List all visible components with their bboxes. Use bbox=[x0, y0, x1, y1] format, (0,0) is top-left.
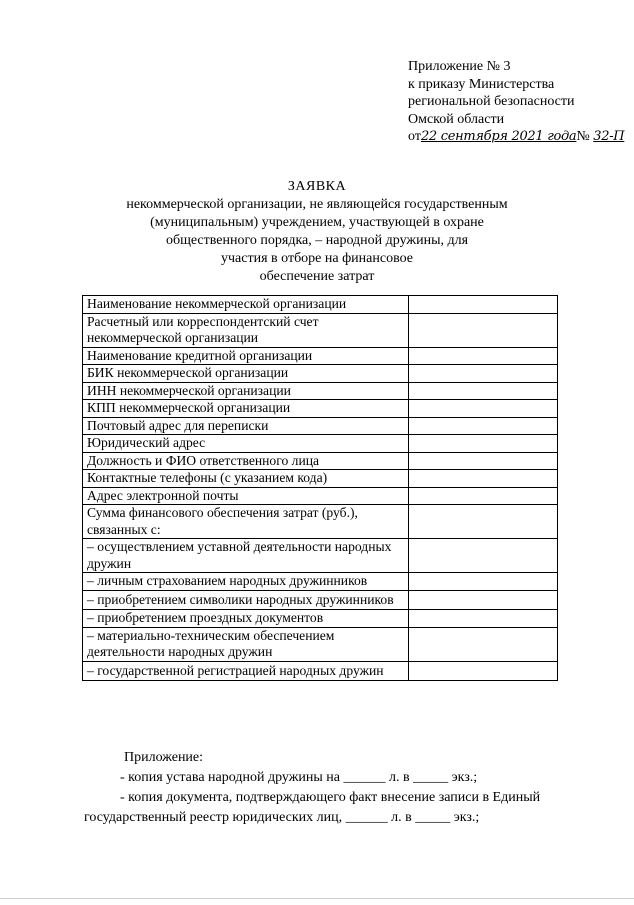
row-value-cell[interactable] bbox=[409, 610, 558, 628]
table-row bbox=[83, 435, 558, 453]
title-line-2: (муниципальным) учреждением, участвующей в охране bbox=[150, 215, 484, 230]
row-value-cell[interactable] bbox=[409, 347, 558, 365]
table-row bbox=[83, 627, 558, 661]
row-label: Адрес электронной почты bbox=[83, 487, 409, 505]
handwritten-date: 22 сентября 2021 года bbox=[420, 129, 577, 144]
handwritten-number: 32-П bbox=[593, 129, 625, 144]
appendix-region: Омской области bbox=[408, 111, 505, 127]
row-value-cell[interactable] bbox=[409, 539, 558, 573]
application-table bbox=[82, 295, 558, 681]
row-value-cell[interactable] bbox=[409, 417, 558, 435]
table-row bbox=[83, 313, 558, 347]
attachments-section bbox=[84, 748, 584, 828]
title-line-4: участия в отборе на финансовое bbox=[221, 251, 413, 266]
table-row bbox=[83, 347, 558, 365]
document-title bbox=[0, 178, 634, 286]
appendix-order-ref: к приказу Министерства bbox=[408, 76, 555, 92]
page-edge-line bbox=[0, 898, 634, 899]
row-label: БИК некоммерческой организации bbox=[83, 365, 409, 383]
row-value-cell[interactable] bbox=[409, 627, 558, 661]
table-row bbox=[83, 590, 558, 610]
appendix-ministry: региональной безопасности bbox=[408, 94, 575, 109]
row-label: – личным страхованием народных дружинников bbox=[83, 573, 409, 591]
row-label: Расчетный или корреспондентский счет некоммерческой организации bbox=[83, 313, 409, 347]
row-value-cell[interactable] bbox=[409, 661, 558, 681]
row-value-cell[interactable] bbox=[409, 296, 558, 314]
table-row bbox=[83, 400, 558, 418]
attachment-item-registry-cont: государственный реестр юридических лиц, ______ л. в _____ экз.; bbox=[84, 810, 480, 825]
row-label: Наименование некоммерческой организации bbox=[83, 296, 409, 314]
attachments-label: Приложение: bbox=[124, 750, 204, 765]
row-label: Почтовый адрес для переписки bbox=[83, 417, 409, 435]
row-label: КПП некоммерческой организации bbox=[83, 400, 409, 418]
title-line-1: некоммерческой организации, не являющейся государственным bbox=[126, 197, 508, 212]
appendix-block bbox=[408, 58, 623, 146]
table-row bbox=[83, 610, 558, 628]
row-value-cell[interactable] bbox=[409, 590, 558, 610]
row-label: ИНН некоммерческой организации bbox=[83, 382, 409, 400]
attachment-item-charter: - копия устава народной дружины на ______ л. в _____ экз.; bbox=[120, 770, 478, 785]
row-value-cell[interactable] bbox=[409, 573, 558, 591]
row-value-cell[interactable] bbox=[409, 452, 558, 470]
title-heading: ЗАЯВКА bbox=[287, 179, 347, 194]
row-label: Юридический адрес bbox=[83, 435, 409, 453]
title-line-5: обеспечение затрат bbox=[259, 269, 375, 284]
row-label: Сумма финансового обеспечения затрат (руб.), связанных с: bbox=[83, 505, 409, 539]
table-row bbox=[83, 382, 558, 400]
table-row bbox=[83, 487, 558, 505]
table-row bbox=[83, 365, 558, 383]
number-label: № bbox=[576, 129, 590, 144]
row-value-cell[interactable] bbox=[409, 382, 558, 400]
table-row bbox=[83, 417, 558, 435]
appendix-number: Приложение № 3 bbox=[408, 59, 511, 74]
from-label: от bbox=[408, 129, 421, 144]
table-row bbox=[83, 470, 558, 488]
title-line-3: общественного порядка, – народной дружины, для bbox=[165, 233, 469, 248]
table-row bbox=[83, 296, 558, 314]
row-value-cell[interactable] bbox=[409, 470, 558, 488]
table-row bbox=[83, 539, 558, 573]
table-row bbox=[83, 505, 558, 539]
row-label: – приобретением проездных документов bbox=[83, 610, 409, 628]
row-value-cell[interactable] bbox=[409, 313, 558, 347]
row-label: – осуществлением уставной деятельности народных дружин bbox=[83, 539, 409, 573]
row-label: Контактные телефоны (с указанием кода) bbox=[83, 470, 409, 488]
table-row bbox=[83, 661, 558, 681]
row-value-cell[interactable] bbox=[409, 400, 558, 418]
row-value-cell[interactable] bbox=[409, 365, 558, 383]
row-label: Должность и ФИО ответственного лица bbox=[83, 452, 409, 470]
row-value-cell[interactable] bbox=[409, 435, 558, 453]
row-value-cell[interactable] bbox=[409, 505, 558, 539]
appendix-order-line bbox=[408, 128, 623, 146]
row-value-cell[interactable] bbox=[409, 487, 558, 505]
row-label: – приобретением символики народных дружинников bbox=[83, 590, 409, 610]
row-label: – государственной регистрацией народных дружин bbox=[83, 661, 409, 681]
attachment-item-registry: - копия документа, подтверждающего факт внесение записи в Единый bbox=[120, 790, 541, 805]
table-row bbox=[83, 452, 558, 470]
row-label: Наименование кредитной организации bbox=[83, 347, 409, 365]
row-label: – материально-техническим обеспечением деятельности народных дружин bbox=[83, 627, 409, 661]
table-row bbox=[83, 573, 558, 591]
